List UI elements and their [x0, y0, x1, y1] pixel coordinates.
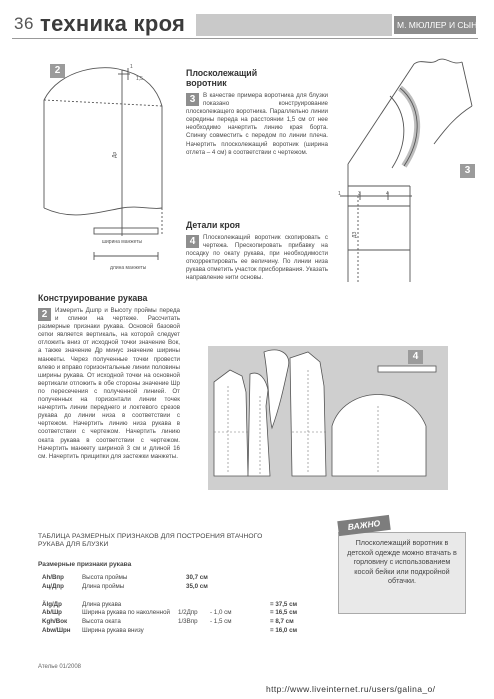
size-table-subtitle: Размерные признаки рукава — [38, 561, 132, 568]
diagram-number-badge: 3 — [460, 164, 475, 178]
table-row: Abw/Шрн Ширина рукава внизу = 16,0 см — [42, 626, 298, 634]
label-cuff-length: длина манжеты — [110, 265, 147, 271]
collar-section-title: Плосколежащий воротник — [186, 68, 258, 88]
sleeve-section-body: 2 Измерить Дшпр и Высоту проймы переда и спинки на чертеже. Рассчитать размерные признаки рукава. Основой базовой сетки является вертикаль, на которой следует отложить вниз от исходной точки значение Вок, а также значение Др минус значение ширины манжеты. Через полученные точки провести влево и вправо горизонтальные линии половины ширины рукава. От исходной точки на основной вертикали отложить в обе стороны значение Шр по пересечения с полученной линией. От полученных на горизонтали линии точек начертить линии переднего и локтевого срезов рукава до линии низа в соответствии с чертежом. Начертить линию низа рукава в соответствии с чертежом. Начертить линию оката рукава в соответствии с чертежом. Начертить манжету шириной 3 см и длиной 16 см. Начертить прищипки для застежки манжеты. — [38, 307, 180, 460]
issue-footer: Ателье 01/2008 — [38, 664, 82, 670]
size-table-group-a — [38, 574, 328, 592]
step-badge: 3 — [186, 93, 199, 106]
header-divider — [12, 38, 478, 39]
brand-label: М. МЮЛЛЕР И СЫН — [394, 16, 476, 34]
collar-draft-diagram — [334, 46, 484, 286]
label-dp: Др — [112, 151, 118, 158]
sleeve-pattern-drawing — [30, 58, 180, 280]
ruler-label-3: 3 — [358, 191, 361, 197]
details-section-body: 4 Плосколежащий воротник скопировать с чертежа. Прескопировать прибавку на посадку по окату рукава, при необходимости откорректировать ее величину. По линии низа рукава отметить участок присборивания. Указать направление нити основы. — [186, 234, 328, 282]
details-section-title: Детали кроя — [186, 220, 240, 230]
collar-section-body: 3 В качестве примера воротника для блузки показано конструирование плосколежащего воротника. Параллельно линии середины переда на расстоянии 1,5 см от нее необходимо начертить линию края борта. Спинку совместить с передом по линии плеча. Начертить плосколежащий воротник (ширина отлета – 4 см) в соответствии с чертежом. — [186, 92, 328, 156]
ruler-label-4: 4 — [386, 191, 389, 197]
page-title: техника кроя — [40, 11, 186, 36]
label-point-1-5: 1,5 — [136, 76, 143, 82]
sleeve-pattern-diagram — [30, 58, 180, 280]
important-badge: ВАЖНО — [337, 515, 390, 536]
source-url: http://www.liveinternet.ru/users/galina_o/ — [266, 684, 436, 694]
table-row: Ац/Дпр Длина проймы 35,0 см — [42, 582, 208, 590]
details-section — [186, 220, 328, 283]
step-badge: 2 — [38, 308, 51, 321]
pattern-pieces-drawing — [208, 346, 448, 490]
page-number: 36 — [14, 14, 34, 33]
diagram-number-badge: 4 — [408, 350, 423, 364]
size-table-title: ТАБЛИЦА РАЗМЕРНЫХ ПРИЗНАКОВ ДЛЯ ПОСТРОЕНИЯ ВТАЧНОГО РУКАВА ДЛЯ БЛУЗКИ — [38, 533, 263, 548]
table-row: Ab/Шр Ширина рукава по наколенной 1/2Дпр - 1,0 см = 16,5 см — [42, 609, 298, 617]
sleeve-section — [38, 293, 180, 461]
sleeve-section-title: Конструирование рукава — [38, 293, 148, 303]
table-row: Älg/Др Длина рукава = 37,5 см — [42, 600, 298, 608]
size-table — [38, 533, 328, 636]
label-dz: ДЗ — [352, 231, 358, 238]
ruler-label-1: 1 — [338, 191, 341, 197]
pattern-pieces-diagram — [208, 346, 448, 490]
header-bar — [196, 14, 392, 36]
important-callout: Плосколежащий воротник в детской одежде можно втачать в горловину с использованием косой бейки или подкройной обтачки. — [338, 532, 466, 614]
table-row: Ah/Впр Высота проймы 30,7 см — [42, 574, 208, 581]
label-point-1: 1 — [130, 64, 133, 70]
diagram-number-badge: 2 — [50, 64, 65, 78]
step-badge: 4 — [186, 235, 199, 248]
table-row: Kgh/Вок Высота оката 1/3Впр - 1,5 см = 8,7 см — [42, 618, 294, 626]
collar-section — [186, 68, 328, 157]
label-cuff-width: ширина манжеты — [102, 239, 143, 245]
size-table-group-b — [38, 601, 328, 636]
